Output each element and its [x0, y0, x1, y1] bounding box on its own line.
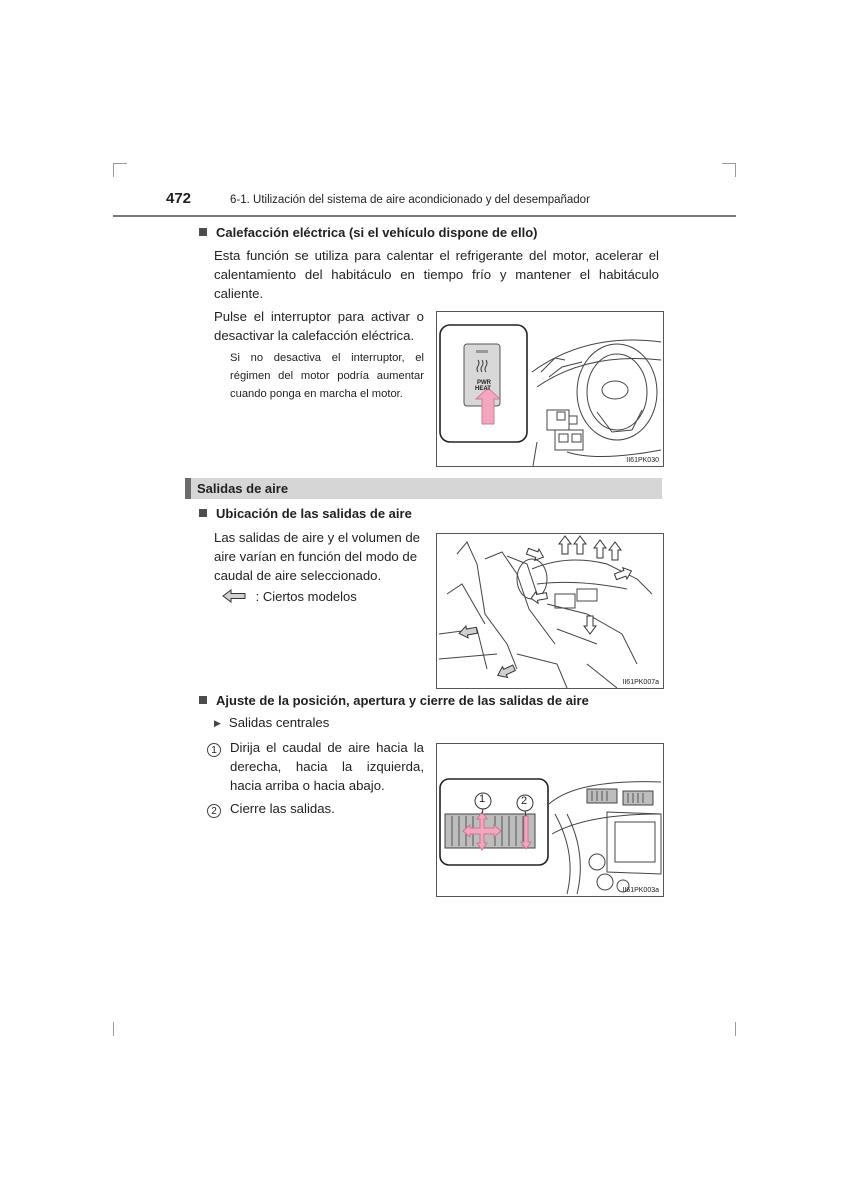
square-bullet-icon	[199, 228, 207, 236]
heater-instruction: Pulse el interruptor para activar o desactivar la calefacción eléctrica.	[214, 309, 424, 344]
crop-mark	[113, 163, 127, 164]
legend-text: : Ciertos modelos	[255, 589, 357, 604]
step-2-number: 2	[207, 801, 221, 819]
section-title: Salidas de aire	[197, 481, 289, 496]
heater-switch-figure	[436, 311, 664, 467]
heater-note: Si no desactiva el interruptor, el régimen del motor podría aumentar cuando ponga en marcha el motor.	[230, 352, 424, 400]
section-bar-marker	[185, 478, 191, 499]
legend	[222, 589, 357, 604]
figure-callout-2: 2	[521, 795, 528, 807]
crop-mark	[113, 163, 114, 177]
outline-arrow-icon	[222, 589, 246, 603]
crop-mark	[722, 163, 736, 164]
page-number: 472	[166, 190, 192, 207]
cabin-illustration	[437, 534, 663, 688]
running-head: 6-1. Utilización del sistema de aire acondicionado y del desempañador	[230, 194, 590, 206]
switch-label-heat: HEAT	[475, 386, 491, 392]
triangle-bullet-icon: ▶	[214, 718, 221, 728]
heater-subheading: Calefacción eléctrica (si el vehículo dispone de ello)	[199, 225, 538, 240]
section-bar	[185, 478, 662, 499]
vent-location-paragraph: Las salidas de aire y el volumen de aire varían en función del modo de caudal de aire seleccionado.	[214, 530, 420, 584]
crop-mark	[113, 1022, 114, 1036]
vent-adjust-subheading: Ajuste de la posición, apertura y cierre de las salidas de aire	[199, 693, 589, 708]
vent-location-figure	[436, 533, 664, 689]
central-vents-figure	[436, 743, 664, 897]
figure-code: II61PK003a	[622, 887, 659, 894]
crop-mark	[735, 163, 736, 177]
header-rule	[113, 215, 736, 217]
figure-code: II61PK007a	[622, 679, 659, 686]
sub-item-central-vents: ▶ Salidas centrales	[214, 715, 330, 730]
heater-paragraph: Esta función se utiliza para calentar el refrigerante del motor, acelerar el calentamiento del habitáculo en tiempo frío y mantener el habitáculo caliente.	[214, 248, 659, 302]
step-1-number: 1	[207, 740, 221, 758]
square-bullet-icon	[199, 696, 207, 704]
step-2-text: Cierre las salidas.	[230, 801, 335, 816]
step-1-text: Dirija el caudal de aire hacia la derecha, hacia la izquierda, hacia arriba o hacia abajo.	[230, 740, 424, 794]
square-bullet-icon	[199, 509, 207, 517]
dashboard-illustration	[437, 312, 663, 466]
figure-code: II61PK030	[626, 457, 659, 464]
vent-closeup-illustration	[437, 744, 663, 896]
vent-location-subheading: Ubicación de las salidas de aire	[199, 506, 412, 521]
crop-mark	[735, 1022, 736, 1036]
switch-label-pwr: PWR	[477, 380, 491, 386]
figure-callout-1: 1	[479, 793, 486, 805]
